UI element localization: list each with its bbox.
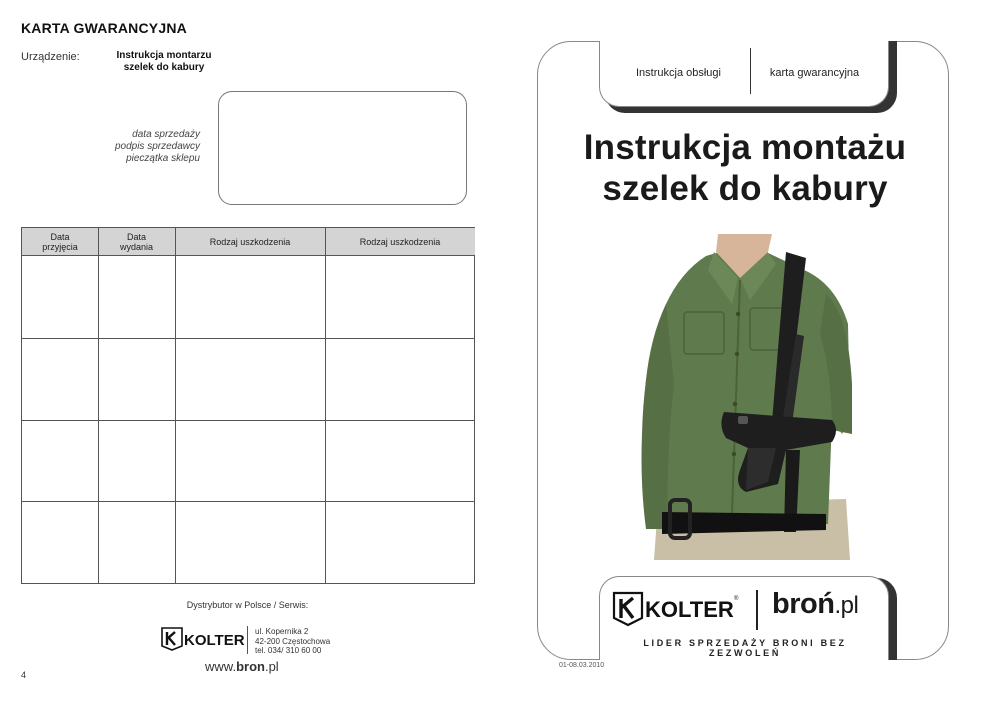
distributor-address	[255, 627, 330, 656]
table-divider	[325, 228, 326, 583]
tab-separator	[750, 48, 751, 94]
table-divider	[175, 228, 176, 583]
table-row-divider	[22, 338, 474, 339]
table-row-divider	[22, 420, 474, 421]
distributor-label: Dystrybutor w Polsce / Serwis:	[186, 600, 309, 610]
bron-logo: broń.pl	[772, 588, 859, 620]
table-row-divider	[22, 501, 474, 502]
device-value-line1: Instrukcja montarzu	[116, 50, 212, 61]
device-value-line2: szelek do kabury	[123, 62, 205, 73]
address-street: ul. Kopernika 2	[255, 627, 309, 636]
svg-text:KOLTER: KOLTER	[645, 597, 734, 622]
device-value	[100, 50, 228, 74]
tab-warranty: karta gwarancyjna	[769, 67, 860, 79]
brand-slogan: LIDER SPRZEDAŻY BRONI BEZ ZEZWOLEŃ	[643, 638, 847, 658]
sale-date-label: data sprzedaży	[132, 129, 200, 140]
page-number: 4	[21, 670, 27, 680]
cover-title-line2: szelek do kabury	[602, 169, 888, 208]
warranty-title: KARTA GWARANCYJNA	[21, 20, 187, 36]
kolter-logo-icon	[160, 627, 245, 651]
device-label: Urządzenie:	[21, 51, 80, 63]
edition-code: 01-08.03.2010	[559, 662, 605, 669]
repair-table	[21, 227, 475, 584]
address-city: 42-200 Częstochowa	[255, 636, 331, 646]
table-header-cell: Rodzaj uszkodzenia	[175, 228, 325, 256]
kolter-logo-icon	[612, 591, 742, 627]
tab-instruction: Instrukcja obsługi	[636, 67, 721, 79]
seller-signature-label: podpis sprzedawcy	[114, 141, 200, 152]
shoulder-holster-photo	[636, 234, 852, 560]
table-header-cell: Data przyjęcia	[22, 228, 98, 256]
svg-text:KOLTER: KOLTER	[184, 632, 245, 649]
website-link[interactable]: www.bron.pl	[205, 659, 279, 674]
cover-title	[545, 127, 945, 209]
table-header-cell: Rodzaj uszkodzenia	[325, 228, 475, 256]
brand-separator	[756, 590, 758, 630]
address-separator	[247, 626, 248, 654]
cover-title-line1: Instrukcja montażu	[583, 128, 907, 167]
table-divider	[98, 228, 99, 583]
address-phone: tel. 034/ 310 60 00	[255, 646, 322, 655]
stamp-box	[218, 91, 467, 205]
svg-text:®: ®	[734, 596, 739, 602]
shop-stamp-label: pieczątka sklepu	[126, 153, 200, 164]
table-header-cell: Data wydania	[98, 228, 175, 256]
sale-labels	[90, 129, 200, 165]
